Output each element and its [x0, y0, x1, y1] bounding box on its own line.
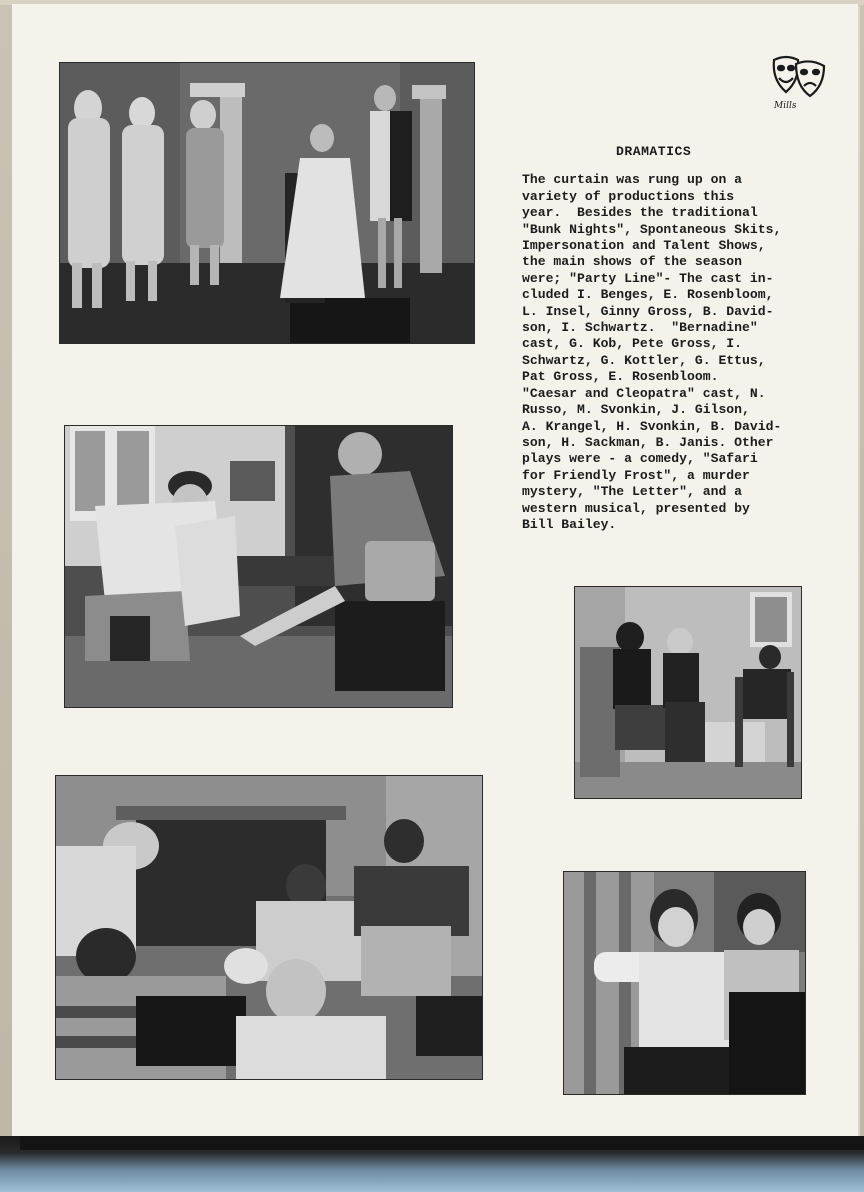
- two-girls-performing-photo: [563, 871, 806, 1095]
- body-line: The curtain was rung up on a: [522, 172, 743, 188]
- body-line: cluded I. Benges, E. Rosenbloom,: [522, 287, 774, 303]
- body-line: year. Besides the traditional: [522, 205, 758, 221]
- body-line: Russo, M. Svonkin, J. Gilson,: [522, 402, 750, 418]
- body-line: Pat Gross, E. Rosenbloom.: [522, 369, 719, 385]
- scanner-background-strip: [0, 1136, 864, 1192]
- body-line: A. Krangel, H. Svonkin, B. David-: [522, 418, 782, 434]
- article-heading: DRAMATICS: [616, 144, 692, 159]
- body-line: western musical, presented by: [522, 500, 750, 516]
- body-line: son, H. Sackman, B. Janis. Other: [522, 434, 774, 450]
- body-line: cast, G. Kob, Pete Gross, I.: [522, 336, 743, 352]
- body-line: "Caesar and Cleopatra" cast, N.: [522, 385, 766, 401]
- body-line: Schwartz, G. Kottler, G. Ettus,: [522, 352, 766, 368]
- body-line: L. Insel, Ginny Gross, B. David-: [522, 303, 774, 319]
- body-line: Bill Bailey.: [522, 516, 617, 532]
- stage-scene-caesar-and-cleopatra-photo: [59, 62, 475, 344]
- article-body: [522, 172, 842, 533]
- dramatics-article: [522, 144, 842, 533]
- body-line: were; "Party Line"- The cast in-: [522, 270, 774, 286]
- body-line: plays were - a comedy, "Safari: [522, 451, 758, 467]
- body-line: son, I. Schwartz. "Bernadine": [522, 320, 758, 336]
- body-line: the main shows of the season: [522, 254, 743, 270]
- body-line: variety of productions this: [522, 188, 735, 204]
- body-line: Impersonation and Talent Shows,: [522, 238, 766, 254]
- campers-by-fireplace-photo: [55, 775, 483, 1080]
- comedy-tragedy-masks-icon: [770, 52, 828, 110]
- body-line: for Friendly Frost", a murder: [522, 467, 750, 483]
- logo-signature: Mills: [774, 101, 797, 110]
- stage-scene-seated-actors-photo: [574, 586, 802, 799]
- body-line: mystery, "The Letter", and a: [522, 484, 743, 500]
- stage-scene-kneeling-actors-photo: [64, 425, 453, 708]
- body-line: "Bunk Nights", Spontaneous Skits,: [522, 221, 782, 237]
